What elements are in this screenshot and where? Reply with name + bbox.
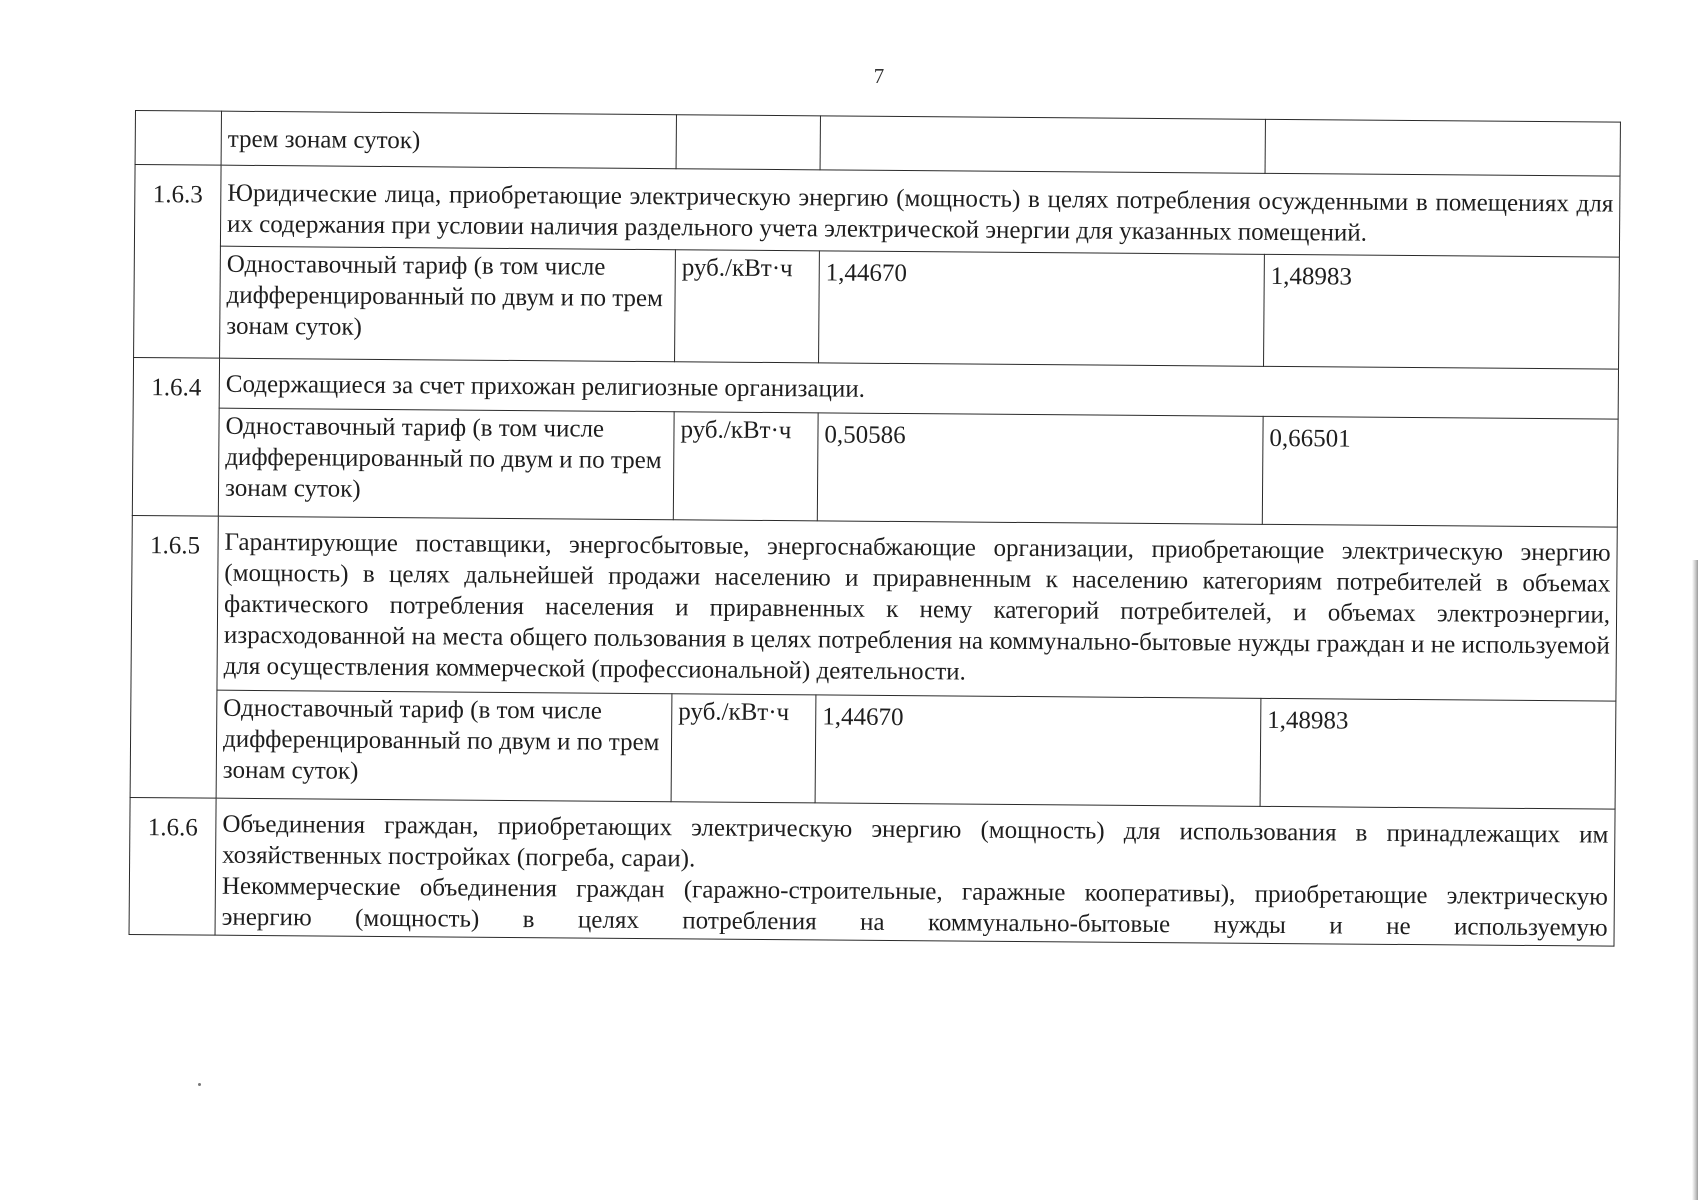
row-number-cell: 1.6.5 xyxy=(130,515,218,798)
tariff-description-cell: Одноставочный тариф (в том числе дифференцированный по двум и по трем зонам суток) xyxy=(216,690,672,802)
table-row xyxy=(134,165,1620,258)
scan-edge-shadow xyxy=(1692,560,1698,1200)
category-heading-cell: Содержащиеся за счет прихожан религиозные организации. xyxy=(219,358,1618,419)
value-cell: 0,50586 xyxy=(817,413,1263,524)
unit-cell: руб./кВт·ч xyxy=(675,250,820,363)
row-number-cell: 1.6.3 xyxy=(134,165,222,359)
table-row xyxy=(130,689,1616,809)
unit-cell xyxy=(676,115,820,170)
table-row xyxy=(134,245,1620,369)
category-heading-cell xyxy=(215,798,1615,946)
unit-cell: руб./кВт·ч xyxy=(673,412,818,521)
tariff-description-cell: Одноставочный тариф (в том числе дифференцированный по двум и по трем зонам суток) xyxy=(218,408,674,520)
page-number: 7 xyxy=(873,64,885,88)
value-cell: 0,66501 xyxy=(1262,416,1618,527)
row-number-cell xyxy=(135,111,221,166)
category-heading-cell: Гарантирующие поставщики, энергосбытовые, энергоснабжающие организации, приобретающие электрическую энергию (мощность) в целях дальнейшей продажи населению и приравненным к населению категориям потребителей в объемах фактического потребления населения и приравненных к нему категорий потребителей, и объемах электроэнергии, израсходованной на места общего пользования в целях потребления на коммунально-бытовые нужды граждан и не используемой для осуществления коммерческой (профессиональной) деятельности. xyxy=(217,516,1617,701)
value-cell xyxy=(820,116,1265,173)
scan-speck xyxy=(198,1083,201,1086)
value-cell: 1,44670 xyxy=(819,251,1265,366)
row-number-cell: 1.6.6 xyxy=(129,797,216,935)
value-cell: 1,48983 xyxy=(1264,254,1620,369)
row-number-cell: 1.6.4 xyxy=(132,357,219,516)
tariff-description-cell: трем зонам суток) xyxy=(221,111,676,169)
unit-cell: руб./кВт·ч xyxy=(671,694,816,803)
table-row xyxy=(132,407,1618,527)
category-heading-cell: Юридические лица, приобретающие электрическую энергию (мощность) в целях потребления осужденными в помещениях для их содержания при условии наличия раздельного учета электрической энергии для указанных помещений. xyxy=(220,165,1620,257)
table-row xyxy=(131,515,1617,701)
value-cell: 1,48983 xyxy=(1260,698,1616,809)
table-row xyxy=(129,797,1615,946)
value-cell xyxy=(1265,119,1620,176)
category-heading-paragraph: Объединения граждан, приобретающих электрическую энергию (мощность) для использования в принадлежащих им хозяйственных постройках (погреба, сараи). xyxy=(222,810,1609,873)
tariff-description-cell: Одноставочный тариф (в том числе дифференцированный по двум и по трем зонам суток) xyxy=(220,246,676,362)
tariff-table xyxy=(129,110,1621,947)
category-heading-paragraph: Некоммерческие объединения граждан (гаражно-строительные, гаражные кооперативы), приобретающие электрическую энергию (мощность) в целях потребления на коммунально-бытовые нужды и не используемую xyxy=(221,872,1608,942)
value-cell: 1,44670 xyxy=(815,695,1261,806)
